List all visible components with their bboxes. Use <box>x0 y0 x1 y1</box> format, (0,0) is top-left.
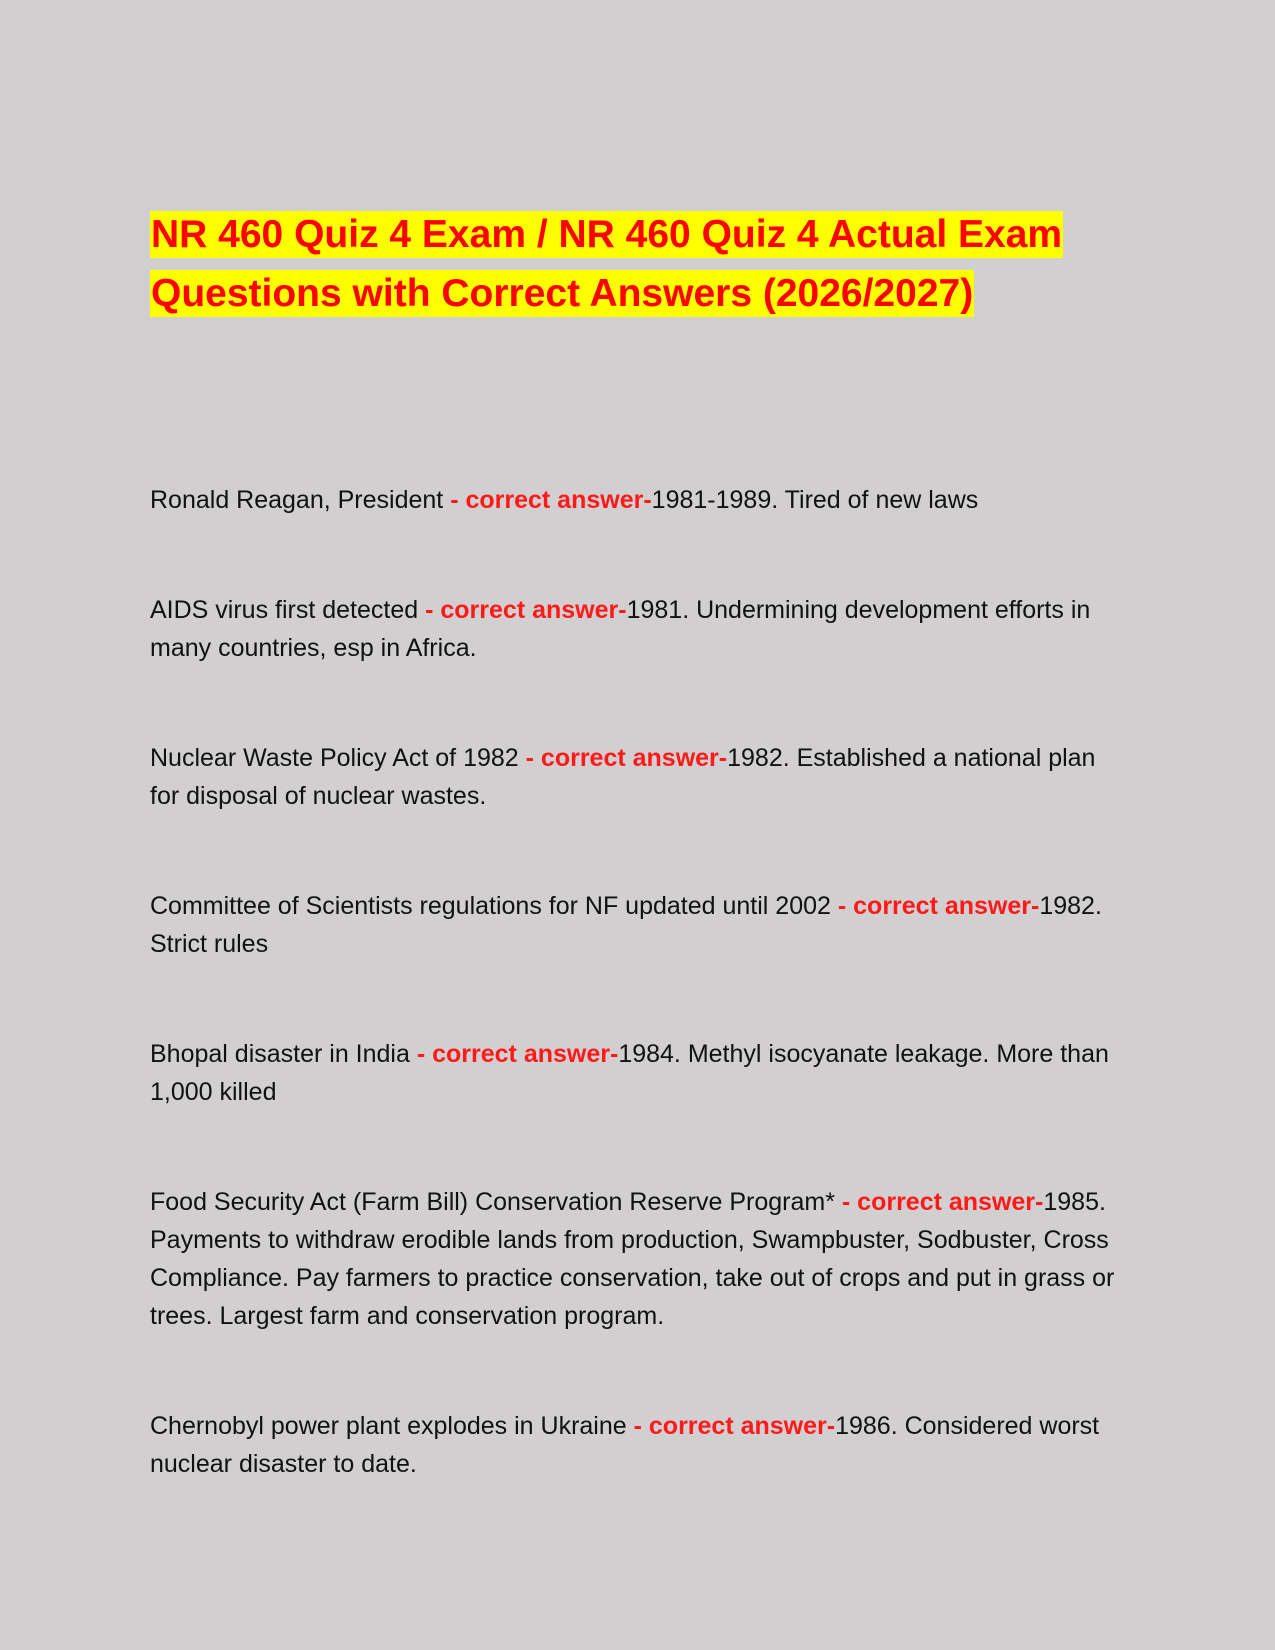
correct-answer-marker: - correct answer- <box>418 596 627 624</box>
answer-text: 1981-1989. Tired of new laws <box>651 486 979 514</box>
qa-item <box>150 481 1120 519</box>
question-text: Chernobyl power plant explodes in Ukraine <box>150 1412 627 1440</box>
title-line-1: NR 460 Quiz 4 Exam / NR 460 Quiz 4 Actual Exam <box>151 213 1063 256</box>
document-page <box>150 205 1120 1555</box>
qa-item <box>150 1183 1120 1335</box>
qa-item <box>150 887 1120 963</box>
question-text: Food Security Act (Farm Bill) Conservation Reserve Program* <box>150 1188 835 1216</box>
correct-answer-marker: - correct answer- <box>626 1412 836 1440</box>
answer-text: 1982. Strict rules <box>150 892 1102 958</box>
answer-text: 1982. Established a national plan for disposal of nuclear wastes. <box>150 744 1096 810</box>
qa-item <box>150 591 1120 667</box>
question-text: Bhopal disaster in India <box>150 1040 410 1068</box>
question-text: AIDS virus first detected <box>150 596 419 624</box>
answer-text: 1985. Payments to withdraw erodible lands from production, Swampbuster, Sodbuster, Cross Compliance. Pay farmers to practice conservation, take out of crops and put in grass or trees. Largest farm and conservation program. <box>150 1188 1115 1330</box>
question-text: Nuclear Waste Policy Act of 1982 <box>150 744 519 772</box>
title-highlight <box>150 211 1063 317</box>
answer-text: 1981. Undermining development efforts in many countries, esp in Africa. <box>150 596 1091 662</box>
qa-item <box>150 1407 1120 1483</box>
correct-answer-marker: - correct answer- <box>409 1040 619 1068</box>
qa-item <box>150 1035 1120 1111</box>
question-text: Ronald Reagan, President <box>150 486 444 514</box>
correct-answer-marker: - correct answer- <box>834 1188 1044 1216</box>
qa-list <box>150 481 1120 1483</box>
title-line-2: Questions with Correct Answers (2026/2027) <box>151 272 974 315</box>
question-text: Committee of Scientists regulations for NF updated until 2002 <box>150 892 831 920</box>
qa-item <box>150 739 1120 815</box>
answer-text: 1984. Methyl isocyanate leakage. More than 1,000 killed <box>150 1040 1109 1106</box>
document-title <box>150 205 1120 323</box>
correct-answer-marker: - correct answer- <box>830 892 1040 920</box>
correct-answer-marker: - correct answer- <box>518 744 728 772</box>
answer-text: 1986. Considered worst nuclear disaster to date. <box>150 1412 1100 1478</box>
correct-answer-marker: - correct answer- <box>443 486 652 514</box>
